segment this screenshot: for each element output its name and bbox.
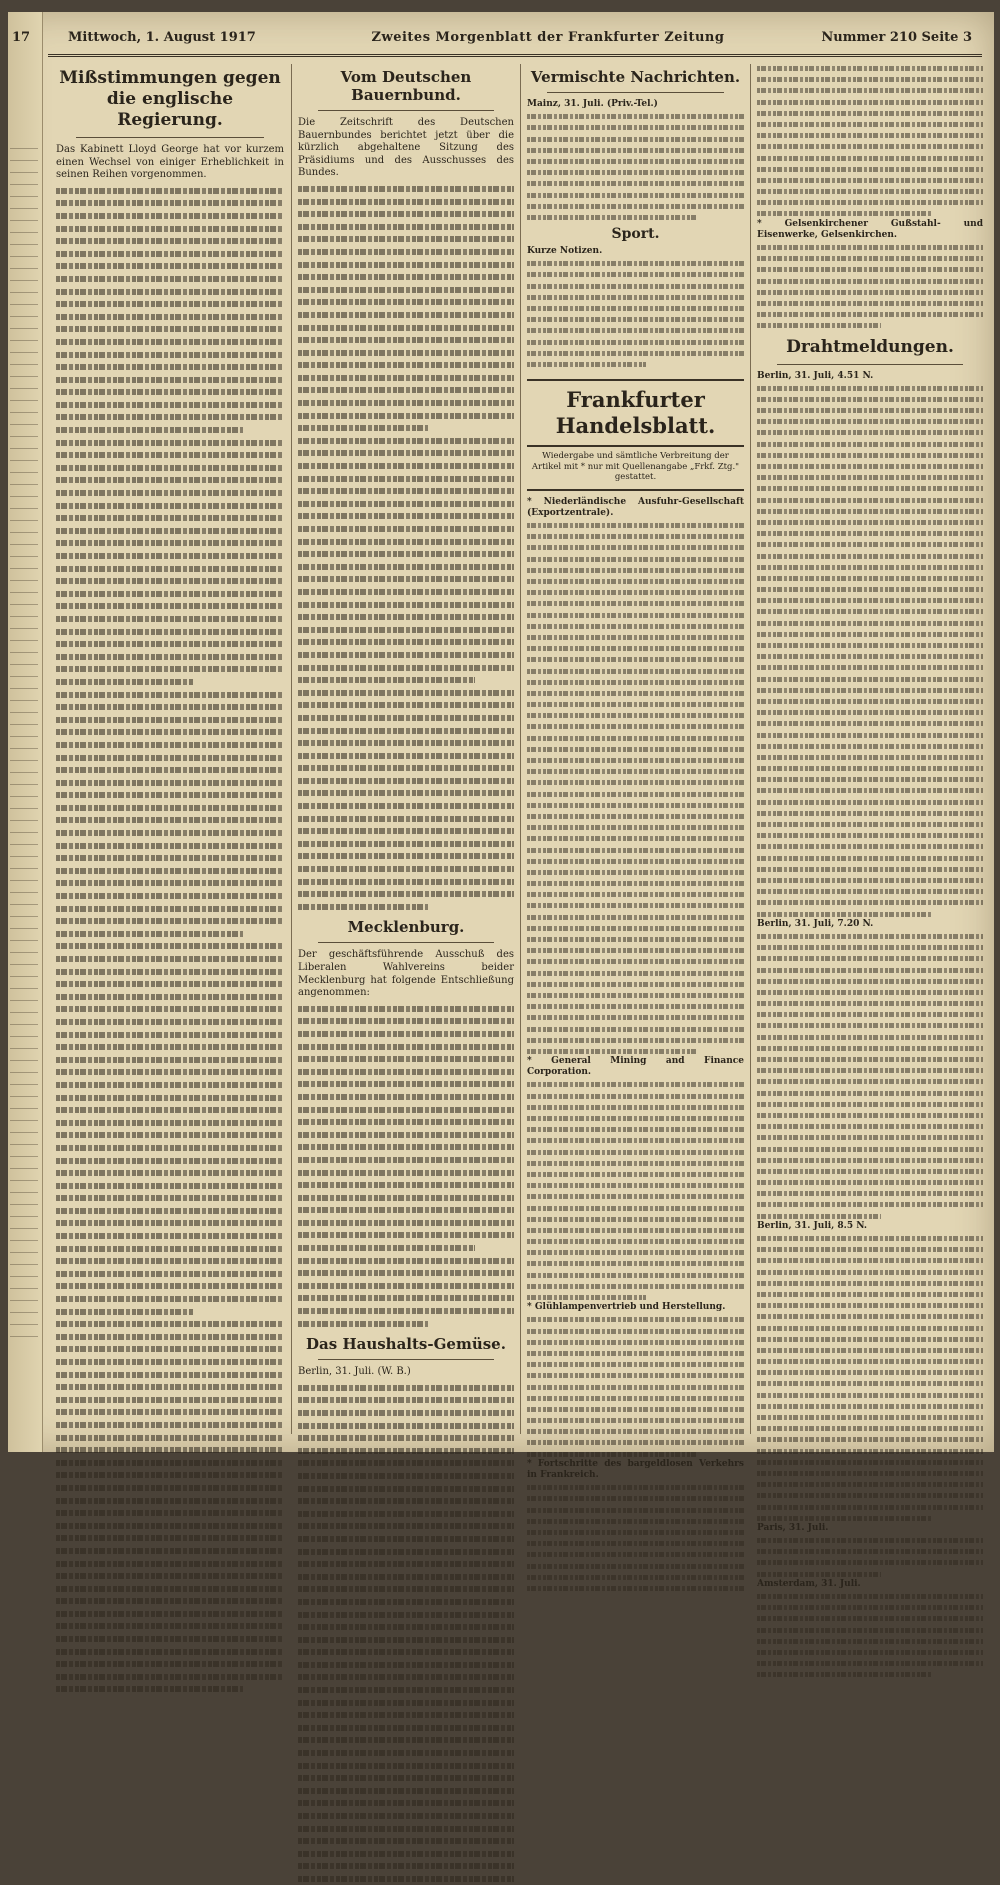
column-1 bbox=[56, 62, 284, 1442]
column-rule bbox=[750, 64, 751, 1434]
gutter-page-ref: 17 bbox=[12, 30, 31, 45]
article-body-text bbox=[527, 519, 744, 1056]
column-rule bbox=[520, 64, 521, 1434]
article-lead: * Gelsenkirchener Gußstahl- und Eisenwerke, Gelsenkirchen. bbox=[757, 218, 983, 240]
article-body-text bbox=[298, 1002, 514, 1329]
article-body-text bbox=[757, 382, 983, 919]
article-lead: Amsterdam, 31. Juli. bbox=[757, 1578, 861, 1589]
masthead-note: Wiedergabe und sämtliche Verbreitung der Artikel mit * nur mit Quellenangabe „Frkf. Ztg." gestattet. bbox=[531, 451, 740, 483]
article-body-text bbox=[757, 1590, 983, 1680]
headline-haushalts-gemuese: Das Haushalts-Gemüse. bbox=[306, 1335, 506, 1354]
article-lead: Mainz, 31. Juli. (Priv.-Tel.) bbox=[527, 99, 658, 109]
header-number-page: Nummer 210 Seite 3 bbox=[821, 30, 972, 45]
column-2 bbox=[298, 62, 514, 1442]
column-4 bbox=[757, 62, 983, 1589]
article-body-text bbox=[298, 1381, 514, 1885]
article-lead: Das Kabinett Lloyd George hat vor kurzem einen Wechsel von einiger Erheblichkeit in seinen Reihen vorgenommen. bbox=[56, 144, 284, 181]
article-body-text bbox=[527, 257, 744, 369]
article-lead: Berlin, 31. Juli, 8.5 N. bbox=[757, 1220, 867, 1231]
article-body-text bbox=[757, 1232, 983, 1523]
article-body-text bbox=[527, 1078, 744, 1302]
article-lead: * Glühlampenvertrieb und Herstellung. bbox=[527, 1302, 726, 1313]
article-lead: * General Mining and Finance Corporation. bbox=[527, 1056, 744, 1078]
newspaper-page bbox=[8, 12, 994, 1589]
article-lead: Berlin, 31. Juli, 4.51 N. bbox=[757, 370, 874, 381]
article-lead: * Fortschritte des bargeldlosen Verkehrs in Frankreich. bbox=[527, 1458, 744, 1481]
headline-sport: Sport. bbox=[611, 226, 660, 243]
article-lead: * Niederländische Ausfuhr-Gesellschaft (Exportzentrale). bbox=[527, 496, 744, 518]
article-lead: Die Zeitschrift des Deutschen Bauernbundes berichtet jetzt über die kürzlich abgehaltene Sitzung des Präsidiums und des Ausschusses des Bundes. bbox=[298, 117, 514, 179]
article-lead: Paris, 31. Juli. bbox=[757, 1522, 829, 1533]
header-date: Mittwoch, 1. August 1917 bbox=[68, 30, 256, 45]
divider bbox=[547, 92, 724, 93]
article-body-text bbox=[56, 184, 284, 1695]
headline-mecklenburg: Mecklenburg. bbox=[347, 918, 465, 937]
article-lead: Berlin, 31. Juli, 7.20 N. bbox=[757, 918, 874, 929]
headline-drahtmeldungen: Drahtmeldungen. bbox=[786, 336, 954, 357]
article-body-text bbox=[527, 110, 744, 222]
article-body-text bbox=[527, 1313, 744, 1458]
article-body-text bbox=[757, 1534, 983, 1579]
handelsblatt-masthead: Frankfurter Handelsblatt. bbox=[527, 379, 744, 447]
article-body-text bbox=[527, 1481, 744, 1593]
headline-vermischte: Vermischte Nachrichten. bbox=[530, 68, 741, 86]
article-lead: Berlin, 31. Juli. (W. B.) bbox=[298, 1366, 411, 1378]
article-lead: Kurze Notizen. bbox=[527, 246, 603, 257]
column-rule bbox=[291, 64, 292, 1434]
page-header bbox=[12, 20, 982, 57]
headline-col1: Mißstimmungen gegen die englische Regierung. bbox=[59, 68, 281, 130]
headline-bauernbund: Vom Deutschen Bauernbund. bbox=[340, 68, 472, 104]
divider bbox=[76, 137, 264, 138]
article-body-text bbox=[757, 62, 983, 219]
article-body-text bbox=[757, 241, 983, 331]
gutter-text-fragments bbox=[10, 142, 38, 1342]
divider bbox=[777, 364, 963, 365]
column-3 bbox=[527, 62, 744, 1481]
divider bbox=[318, 942, 494, 943]
left-gutter-previous-page bbox=[8, 12, 43, 1452]
divider bbox=[527, 489, 744, 491]
article-body-text bbox=[298, 182, 514, 912]
divider bbox=[318, 1359, 494, 1360]
header-edition: Zweites Morgenblatt der Frankfurter Zeitung bbox=[371, 30, 725, 45]
divider bbox=[318, 110, 494, 111]
article-lead: Der geschäftsführende Ausschuß des Liberalen Wahlvereins beider Mecklenburg hat folgende Entschließung angenommen: bbox=[298, 949, 514, 999]
article-body-text bbox=[757, 930, 983, 1221]
